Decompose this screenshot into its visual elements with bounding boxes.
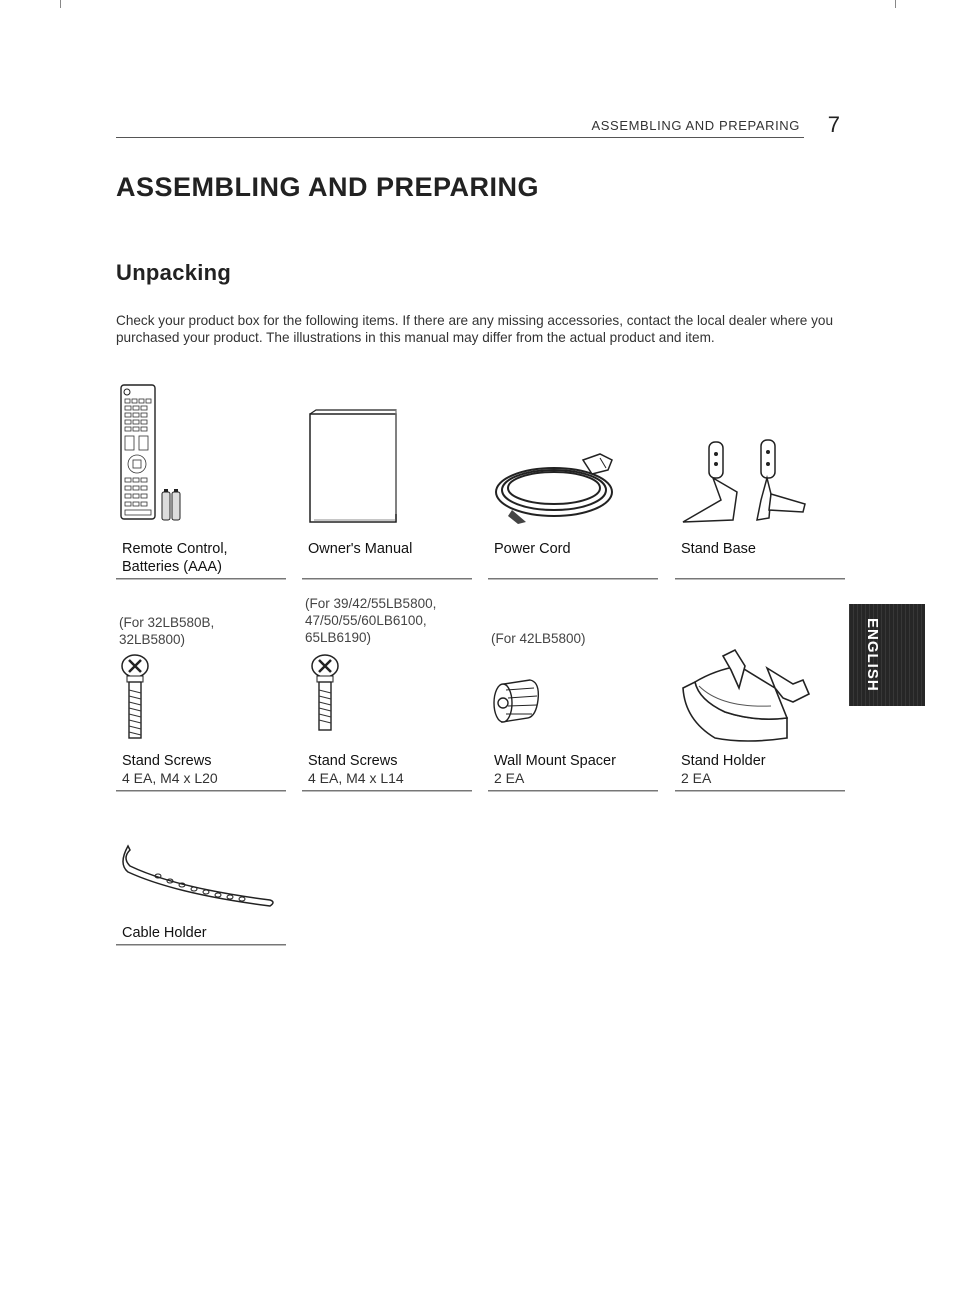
crop-mark <box>895 0 896 8</box>
item-name: Power Cord <box>494 541 571 557</box>
intro-paragraph: Check your product box for the following items. If there are any missing accessories, contact the local dealer where you purchased your product. The illustrations in this manual may differ from the actual product and item. <box>116 313 834 345</box>
screw-icon <box>116 654 286 744</box>
item-note: (For 39/42/55LB5800, 47/50/55/60LB6100, 65LB6190) <box>305 596 437 645</box>
item-rule <box>116 790 286 792</box>
item-quantity: 2 EA <box>494 770 525 786</box>
item-rule <box>116 578 286 580</box>
batteries-icon <box>162 489 180 520</box>
item-rule <box>302 790 472 792</box>
item-name-line2: Batteries (AAA) <box>122 559 222 575</box>
item-name: Cable Holder <box>122 925 207 941</box>
item-rule <box>675 790 845 792</box>
running-head-section: ASSEMBLING AND PREPARING <box>591 118 800 133</box>
manual-icon <box>302 382 472 524</box>
item-note: (For 32LB580B, 32LB5800) <box>119 615 215 647</box>
item-name: Stand Holder <box>681 753 766 769</box>
item-name: Stand Screws <box>308 753 398 769</box>
item-quantity: 4 EA, M4 x L14 <box>308 770 404 786</box>
running-head-rule <box>116 137 804 138</box>
item-name: Stand Base <box>681 541 756 557</box>
stand-holder-icon <box>675 648 845 744</box>
item-name: Stand Screws <box>122 753 212 769</box>
item-rule <box>488 790 658 792</box>
power-cord-icon <box>488 382 658 524</box>
item-name: Wall Mount Spacer <box>494 753 616 769</box>
item-name: Remote Control, <box>122 541 228 557</box>
language-tab <box>849 604 925 706</box>
spacer-icon <box>488 670 658 740</box>
item-note: (For 42LB5800) <box>491 631 586 646</box>
running-head <box>116 112 840 138</box>
language-tab-label: ENGLISH <box>864 618 881 692</box>
page-number: 7 <box>827 112 840 137</box>
stand-base-icon <box>675 382 845 524</box>
item-rule <box>488 578 658 580</box>
crop-mark <box>60 0 61 8</box>
cable-holder-icon <box>116 836 286 916</box>
page-title: ASSEMBLING AND PREPARING <box>116 172 540 202</box>
item-rule <box>675 578 845 580</box>
item-quantity: 4 EA, M4 x L20 <box>122 770 218 786</box>
item-quantity: 2 EA <box>681 770 712 786</box>
item-name: Owner's Manual <box>308 541 413 557</box>
section-title: Unpacking <box>116 260 232 285</box>
screw-icon <box>302 654 472 744</box>
remote-control-icon <box>116 382 286 524</box>
item-rule <box>116 944 286 946</box>
item-rule <box>302 578 472 580</box>
